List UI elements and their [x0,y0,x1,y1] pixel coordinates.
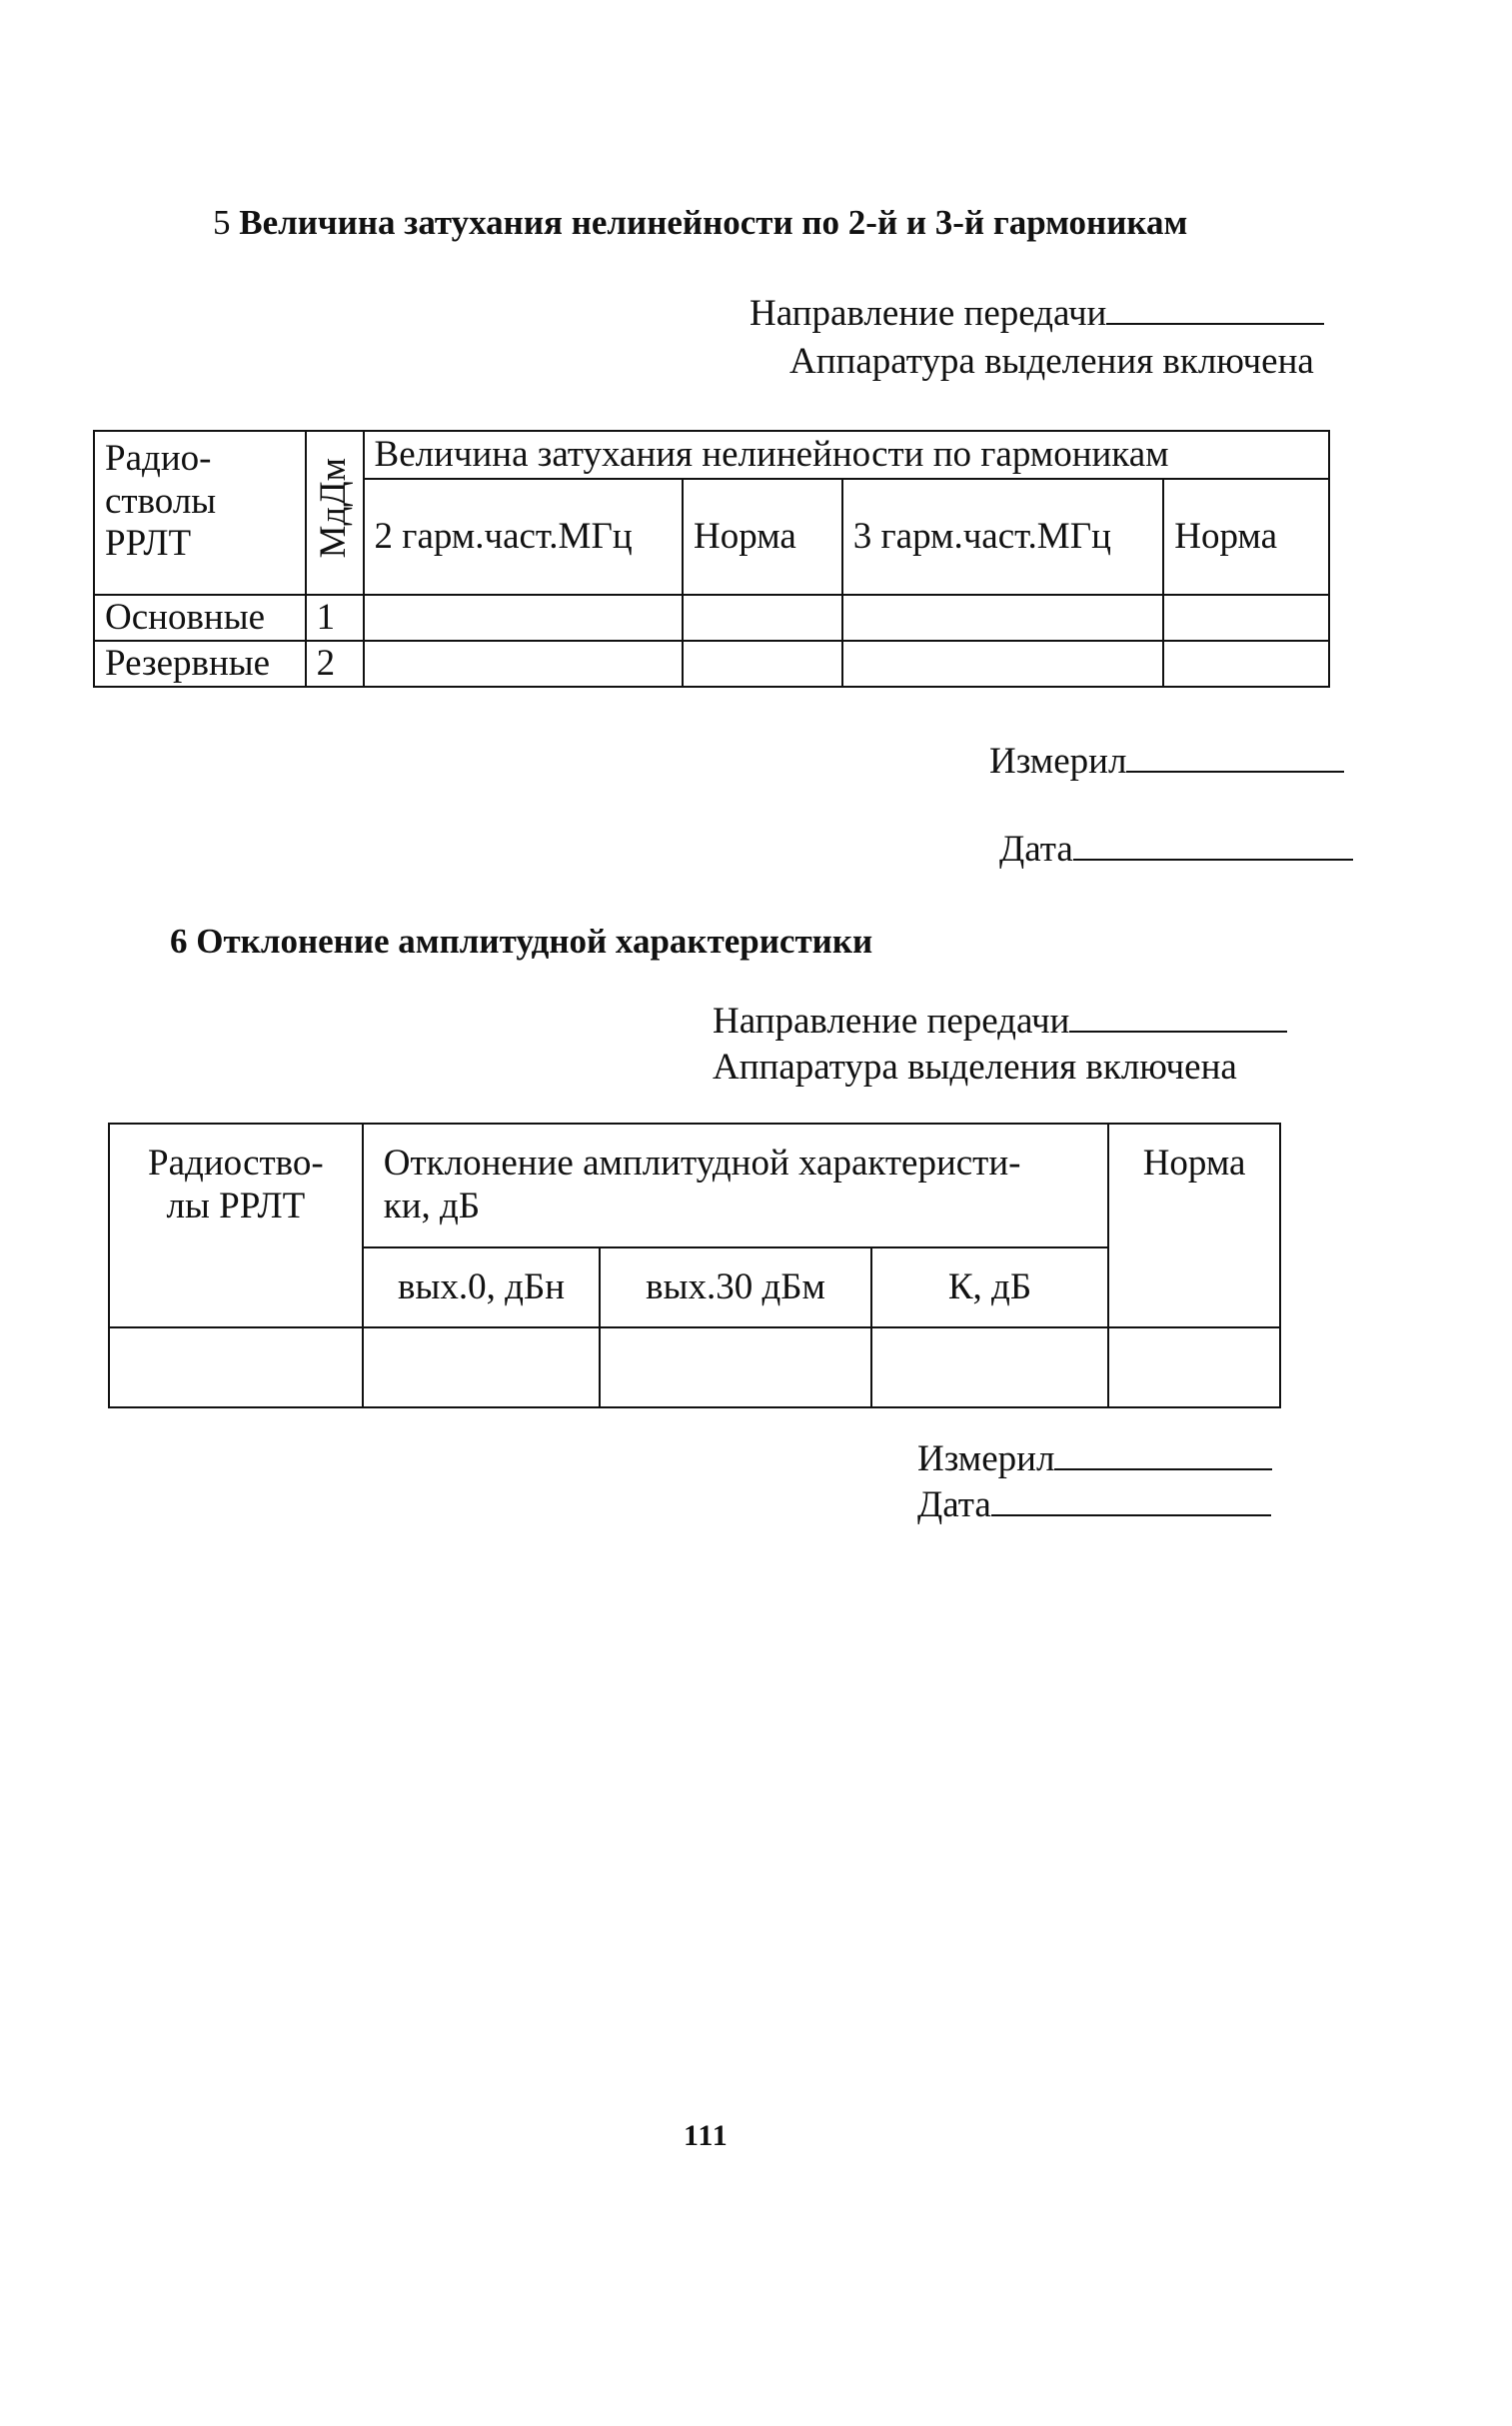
direction-label: Направление передачи [713,1001,1070,1042]
cell-norm2[interactable] [1163,595,1329,641]
measured-blank[interactable] [1126,741,1344,773]
cell-h3[interactable] [842,641,1164,687]
section5-heading [213,203,1187,243]
section6-table [108,1123,1281,1408]
section6-date [917,1483,1271,1526]
date-label: Дата [999,829,1073,870]
section5-table [93,430,1330,688]
header-out0: вых.0, дБн [363,1247,601,1327]
section6-direction [713,1000,1287,1043]
section6-equipment: Аппаратура выделения включена [713,1047,1237,1088]
header-out30: вых.30 дБм [600,1247,870,1327]
page-number: 111 [684,2119,729,2152]
header-norm1: Норма [683,479,842,595]
row-num: 2 [306,641,364,687]
table-row [109,1327,1280,1407]
section5-direction [750,292,1324,335]
direction-label: Направление передачи [750,293,1107,334]
cell-out30[interactable] [600,1327,870,1407]
date-label: Дата [917,1484,991,1525]
cell-trunks[interactable] [109,1327,363,1407]
cell-h2[interactable] [364,641,684,687]
row-name: Основные [94,595,306,641]
cell-norm1[interactable] [683,641,842,687]
section5-measured [989,740,1344,783]
header-harm2: 2 гарм.част.МГц [364,479,684,595]
section5-equipment: Аппаратура выделения включена [789,341,1314,382]
row-num: 1 [306,595,364,641]
header-trunks: Радио- стволы РРЛТ [94,431,306,595]
measured-label: Измерил [989,741,1127,782]
direction-blank[interactable] [1106,293,1324,325]
header-harm3: 3 гарм.част.МГц [842,479,1164,595]
header-trunks: Радиоство- лы РРЛТ [109,1124,363,1327]
measured-label: Измерил [917,1438,1055,1479]
date-blank[interactable] [1073,829,1353,861]
direction-blank[interactable] [1069,1001,1287,1033]
header-deviation-group: Отклонение амплитудной характеристи- ки, дБ [363,1124,1108,1247]
cell-h3[interactable] [842,595,1164,641]
section6-heading: 6 Отклонение амплитудной характеристики [170,922,873,961]
header-k: К, дБ [871,1247,1108,1327]
measured-blank[interactable] [1054,1438,1272,1470]
cell-norm1[interactable] [683,595,842,641]
cell-norm[interactable] [1108,1327,1280,1407]
header-norm2: Норма [1163,479,1329,595]
section5-date [999,828,1353,871]
section5-title: Величина затухания нелинейности по 2-й и 3-й гармоникам [239,203,1188,242]
header-attenuation-group: Величина затухания нелинейности по гармоникам [364,431,1329,479]
table-row [94,595,1329,641]
cell-norm2[interactable] [1163,641,1329,687]
row-name: Резервные [94,641,306,687]
date-blank[interactable] [991,1484,1271,1516]
cell-k[interactable] [871,1327,1108,1407]
header-mddm: МдДм [306,431,364,595]
cell-h2[interactable] [364,595,684,641]
header-norm: Норма [1108,1124,1280,1327]
cell-out0[interactable] [363,1327,601,1407]
section5-number: 5 [213,203,231,242]
section6-measured [917,1437,1272,1480]
table-row [94,641,1329,687]
